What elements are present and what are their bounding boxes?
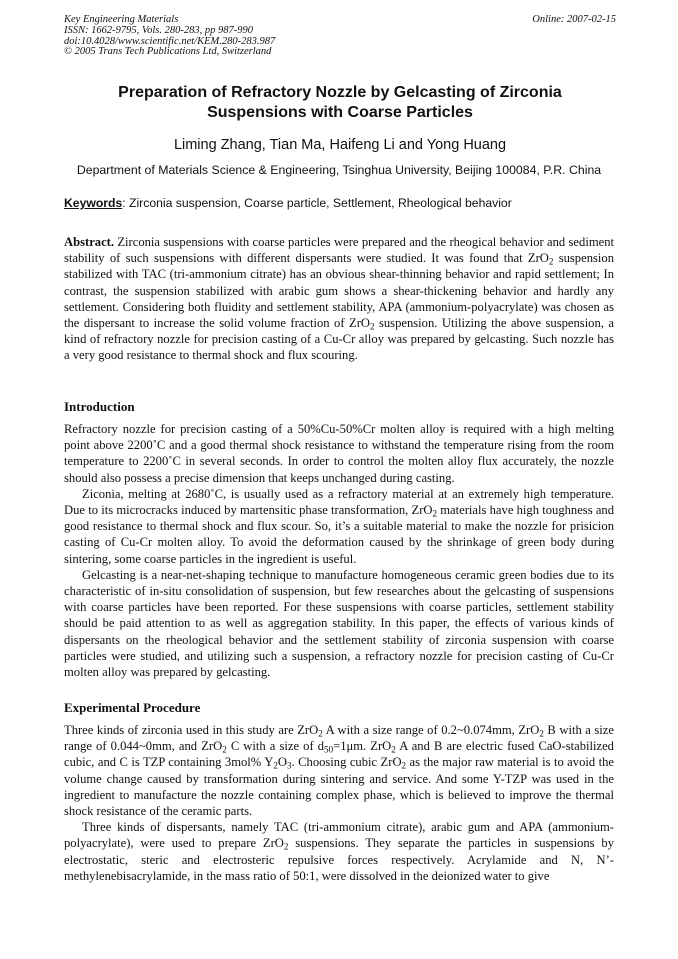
keywords-text: : Zirconia suspension, Coarse particle, Settlement, Rheological behavior bbox=[122, 196, 512, 210]
paragraph-text: suspensions. They separate the particles in suspensions by electrostatic, steric and electrosteric repulsive forces respectively. Acrylamide and N, N’- methylenebisacrylamide, in the mass ratio of 50:1, were dissolved in the deionized water to give bbox=[64, 836, 615, 883]
paragraph-text: =1μm. ZrO bbox=[333, 739, 392, 754]
subscript: 2 bbox=[539, 728, 544, 739]
subscript: 2 bbox=[432, 508, 438, 519]
experimental-heading: Experimental Procedure bbox=[64, 700, 201, 715]
paragraph-text: A with a size range of 0.2~0.074mm, ZrO bbox=[322, 723, 540, 737]
paragraph-text: Three kinds of dispersants, namely TAC (tri-ammonium citrate), arabic gum and APA (ammonium-polyacrylate), were used to prepare ZrO bbox=[64, 820, 614, 851]
subscript: 2 bbox=[391, 744, 396, 755]
keywords-line bbox=[64, 196, 616, 211]
paragraph-text: C with a size of d bbox=[226, 739, 325, 754]
issn-line: ISSN: 1662-9795, Vols. 280-283, pp 987-990 bbox=[64, 24, 253, 36]
abstract bbox=[64, 234, 614, 364]
paragraph-text: B with a size range of 0.044~0mm, and ZrO bbox=[64, 723, 614, 754]
paragraph-text: A and B are electric fused CaO-stabilized cubic, and C is TZP containing 3mol% Y bbox=[64, 739, 614, 770]
subscript: 2 bbox=[318, 728, 323, 739]
keywords-label: Keywords bbox=[64, 196, 123, 210]
experimental-body bbox=[64, 722, 614, 884]
abstract-label: Abstract. bbox=[64, 235, 115, 249]
paragraph-text: . Choosing cubic ZrO bbox=[291, 755, 402, 770]
title-line-2: Suspensions with Coarse Particles bbox=[207, 104, 473, 121]
title-line-1: Preparation of Refractory Nozzle by Gelcasting of Zirconia bbox=[118, 84, 562, 101]
online-date: Online: 2007-02-15 bbox=[532, 14, 616, 25]
paragraph-text: Three kinds of zirconia used in this study are ZrO bbox=[64, 723, 319, 737]
abstract-text: suspension stabilized with TAC (tri-ammonium citrate) has an obvious shear-thinning behavior and rapid settlement; In contrast, the suspension stabilized with arabic gum shows a shear-thickening behavior and hardly any settlement. Considering both fluidity and settlement stability, APA (ammonium-polyacrylate) was chosen as the dispersant to increase the solid volume fraction of ZrO bbox=[64, 251, 614, 331]
paragraph-text: as the major raw material is to avoid the volume change caused by transformation during sintering and service. And some Y-TZP was used in the ingredient to manufacture the nozzle containing complex phase, which is believed to improve the thermal shock resistance of the ceramic parts. bbox=[64, 755, 614, 819]
subscript: 2 bbox=[273, 760, 278, 771]
affiliation: Department of Materials Science & Engineering, Tsinghua University, Beijing 100084, P.R. China bbox=[76, 163, 602, 177]
introduction-heading: Introduction bbox=[64, 399, 135, 414]
abstract-text: Zirconia suspensions with coarse particles were prepared and the rheogical behavior and sediment stability of such suspensions with different dispersants were studied. It was found that ZrO bbox=[64, 235, 614, 266]
paragraph-text: materials have high toughness and good resistance to thermal shock and flux scour. So, it’s a suitable material to make the nozzle for prisicion casting of Cu-Cr molten alloy. To avoid the deformation caused by the shrinkage of green body during sintering, some coarse particles in the ingredient is useful. bbox=[64, 503, 615, 566]
subscript: 2 bbox=[222, 744, 227, 755]
subscript: 2 bbox=[369, 321, 375, 332]
copyright-line: © 2005 Trans Tech Publications Ltd, Switzerland bbox=[64, 46, 272, 58]
subscript: 3 bbox=[287, 760, 292, 771]
authors: Liming Zhang, Tian Ma, Haifeng Li and Yong Huang bbox=[173, 137, 507, 153]
intro-paragraph-3: Gelcasting is a near-net-shaping technique to manufacture homogeneous ceramic green bodies due to its characteristic of in-situ consolidation of suspension, but few researches about the gelcasting of suspensions with coarse particles have been reported. For these suspensions with coarse particles, settlement stability should be paid attention to as well as aggregation stability. In this paper, the effects of various kinds of dispersants on the rheological behavior and the settlement stability of zirconia suspension with coarse particles were studied, and utilizing such a suspension, a refractory nozzle for precision casting of Cu-Cr molten alloy was prepared by gelcasting. bbox=[64, 567, 614, 680]
journal-header bbox=[64, 15, 616, 58]
intro-paragraph-2 bbox=[64, 486, 614, 567]
subscript: 2 bbox=[283, 841, 289, 852]
abstract-text: suspension. Utilizing the above suspension, a kind of refractory nozzle for precision casting of a Cu-Cr alloy was prepared by gelcasting. Such nozzle has a very good resistance to thermal shock and flux scouring. bbox=[64, 316, 614, 363]
paper-title bbox=[64, 83, 616, 123]
introduction-body bbox=[64, 421, 614, 680]
exp-paragraph-1 bbox=[64, 722, 614, 819]
paragraph-text: Ziconia, melting at 2680˚C, is usually used as a refractory material at an extremely high temperature. Due to its microcracks induced by martensitic phase transformation, ZrO bbox=[64, 486, 614, 518]
subscript: 50 bbox=[324, 744, 334, 755]
paragraph-text: O bbox=[277, 755, 287, 770]
subscript: 2 bbox=[548, 256, 554, 267]
doi-line: doi:10.4028/www.scientific.net/KEM.280-283.987 bbox=[64, 35, 276, 47]
subscript: 2 bbox=[401, 760, 407, 771]
intro-paragraph-1: Refractory nozzle for precision casting of a 50%Cu-50%Cr molten alloy is required with a high melting point above 2200˚C and a good thermal shock resistance to withstand the temperature rising from the room temperature to 2200˚C in several seconds. In order to control the molten alloy flux accurately, the nozzle should also possess a precise dimension that keeps unchanged during casting. bbox=[64, 422, 614, 485]
exp-paragraph-2 bbox=[64, 819, 614, 884]
journal-name: Key Engineering Materials bbox=[64, 14, 179, 25]
